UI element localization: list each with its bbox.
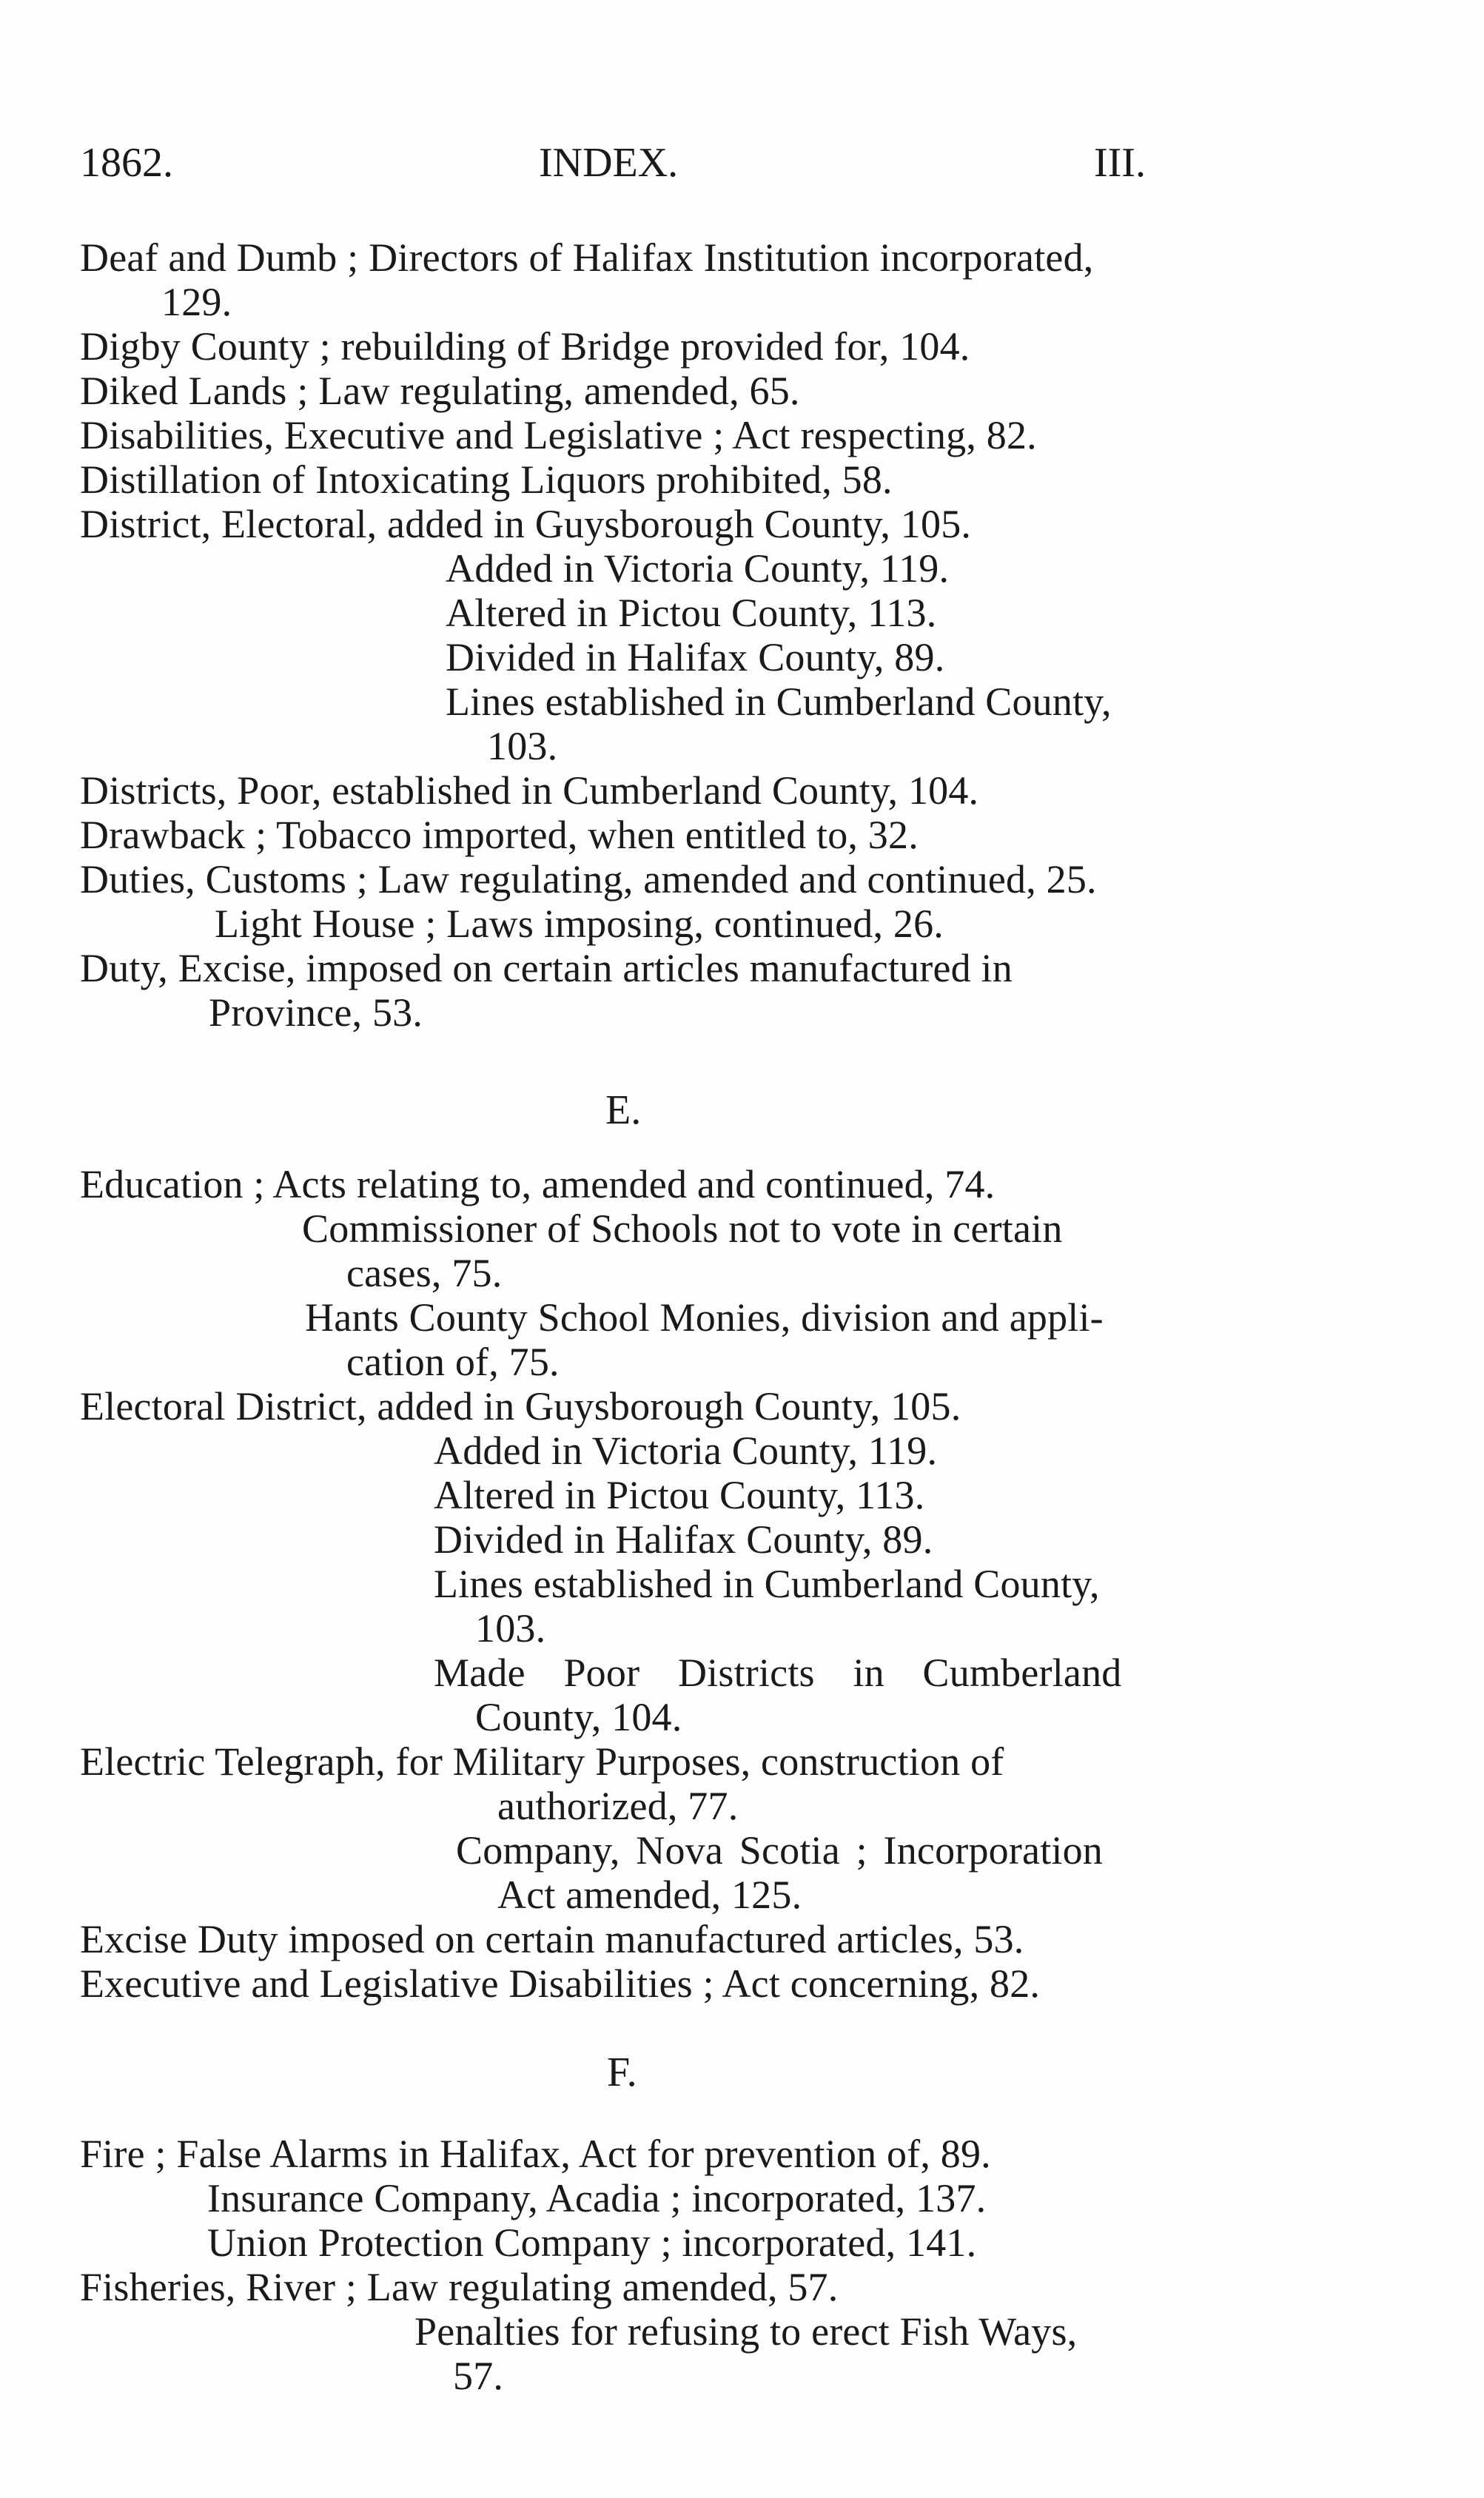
index-entry-continued: cases, 75. bbox=[346, 1251, 503, 1295]
index-entry: Executive and Legislative Disabilities ; Act concerning, 82. bbox=[80, 1961, 1041, 2006]
index-subentry: Made Poor Districts in Cumberland bbox=[434, 1651, 1122, 1695]
index-entry: Electoral District, added in Guysborough County, 105. bbox=[80, 1384, 961, 1428]
index-entry-continued: 129. bbox=[161, 280, 232, 324]
index-entry: Distillation of Intoxicating Liquors prohibited, 58. bbox=[80, 457, 893, 502]
header-year: 1862. bbox=[80, 140, 173, 186]
index-entry-continued: Province, 53. bbox=[209, 990, 423, 1035]
index-entry: Duties, Customs ; Law regulating, amended and continued, 25. bbox=[80, 857, 1097, 902]
index-entry-continued: authorized, 77. bbox=[497, 1784, 739, 1828]
index-entry: Districts, Poor, established in Cumberland County, 104. bbox=[80, 768, 979, 813]
index-entry: Excise Duty imposed on certain manufactured articles, 53. bbox=[80, 1917, 1024, 1961]
index-entry: Digby County ; rebuilding of Bridge provided for, 104. bbox=[80, 324, 970, 369]
index-entry: Drawback ; Tobacco imported, when entitled to, 32. bbox=[80, 813, 919, 857]
index-entry-continued: cation of, 75. bbox=[346, 1340, 560, 1384]
index-subentry: Commissioner of Schools not to vote in certain bbox=[302, 1206, 1063, 1251]
index-entry: Duty, Excise, imposed on certain articles manufactured in bbox=[80, 946, 1013, 990]
index-subentry: Divided in Halifax County, 89. bbox=[434, 1517, 933, 1562]
index-entry-continued: 103. bbox=[487, 724, 558, 768]
index-entry-continued: Act amended, 125. bbox=[497, 1873, 802, 1917]
index-entry: Disabilities, Executive and Legislative ; Act respecting, 82. bbox=[80, 413, 1037, 457]
index-subentry: Insurance Company, Acadia ; incorporated, 137. bbox=[207, 2176, 987, 2220]
section-letter-e: E. bbox=[605, 1087, 642, 1133]
index-entry-continued: 103. bbox=[475, 1606, 546, 1651]
index-subentry: Divided in Halifax County, 89. bbox=[446, 635, 945, 679]
index-subentry: Added in Victoria County, 119. bbox=[434, 1428, 938, 1473]
index-subentry: Penalties for refusing to erect Fish Ways, bbox=[414, 2309, 1078, 2354]
index-entry-continued: County, 104. bbox=[475, 1695, 682, 1739]
section-letter-f: F. bbox=[607, 2049, 637, 2095]
index-subentry: Altered in Pictou County, 113. bbox=[434, 1473, 925, 1517]
page-number: III. bbox=[1094, 140, 1146, 186]
page-title: INDEX. bbox=[539, 140, 679, 186]
index-subentry: Union Protection Company ; incorporated, 141. bbox=[207, 2220, 977, 2265]
index-subentry: Lines established in Cumberland County, bbox=[446, 679, 1112, 724]
index-entry: Electric Telegraph, for Military Purposes, construction of bbox=[80, 1739, 1004, 1784]
index-entry-continued: 57. bbox=[453, 2354, 504, 2398]
index-entry: Education ; Acts relating to, amended and continued, 74. bbox=[80, 1162, 996, 1206]
index-entry: Diked Lands ; Law regulating, amended, 65. bbox=[80, 369, 800, 413]
index-entry: Fire ; False Alarms in Halifax, Act for prevention of, 89. bbox=[80, 2132, 991, 2176]
index-subentry: Company, Nova Scotia ; Incorporation bbox=[456, 1828, 1104, 1873]
index-subentry: Light House ; Laws imposing, continued, 26. bbox=[215, 902, 944, 946]
index-subentry: Hants County School Monies, division and appli- bbox=[305, 1295, 1104, 1340]
index-entry: District, Electoral, added in Guysborough County, 105. bbox=[80, 502, 972, 546]
index-entry: Fisheries, River ; Law regulating amended, 57. bbox=[80, 2265, 839, 2309]
index-subentry: Lines established in Cumberland County, bbox=[434, 1562, 1100, 1606]
index-subentry: Added in Victoria County, 119. bbox=[446, 546, 950, 591]
index-subentry: Altered in Pictou County, 113. bbox=[446, 591, 937, 635]
index-entry: Deaf and Dumb ; Directors of Halifax Institution incorporated, bbox=[80, 235, 1094, 280]
